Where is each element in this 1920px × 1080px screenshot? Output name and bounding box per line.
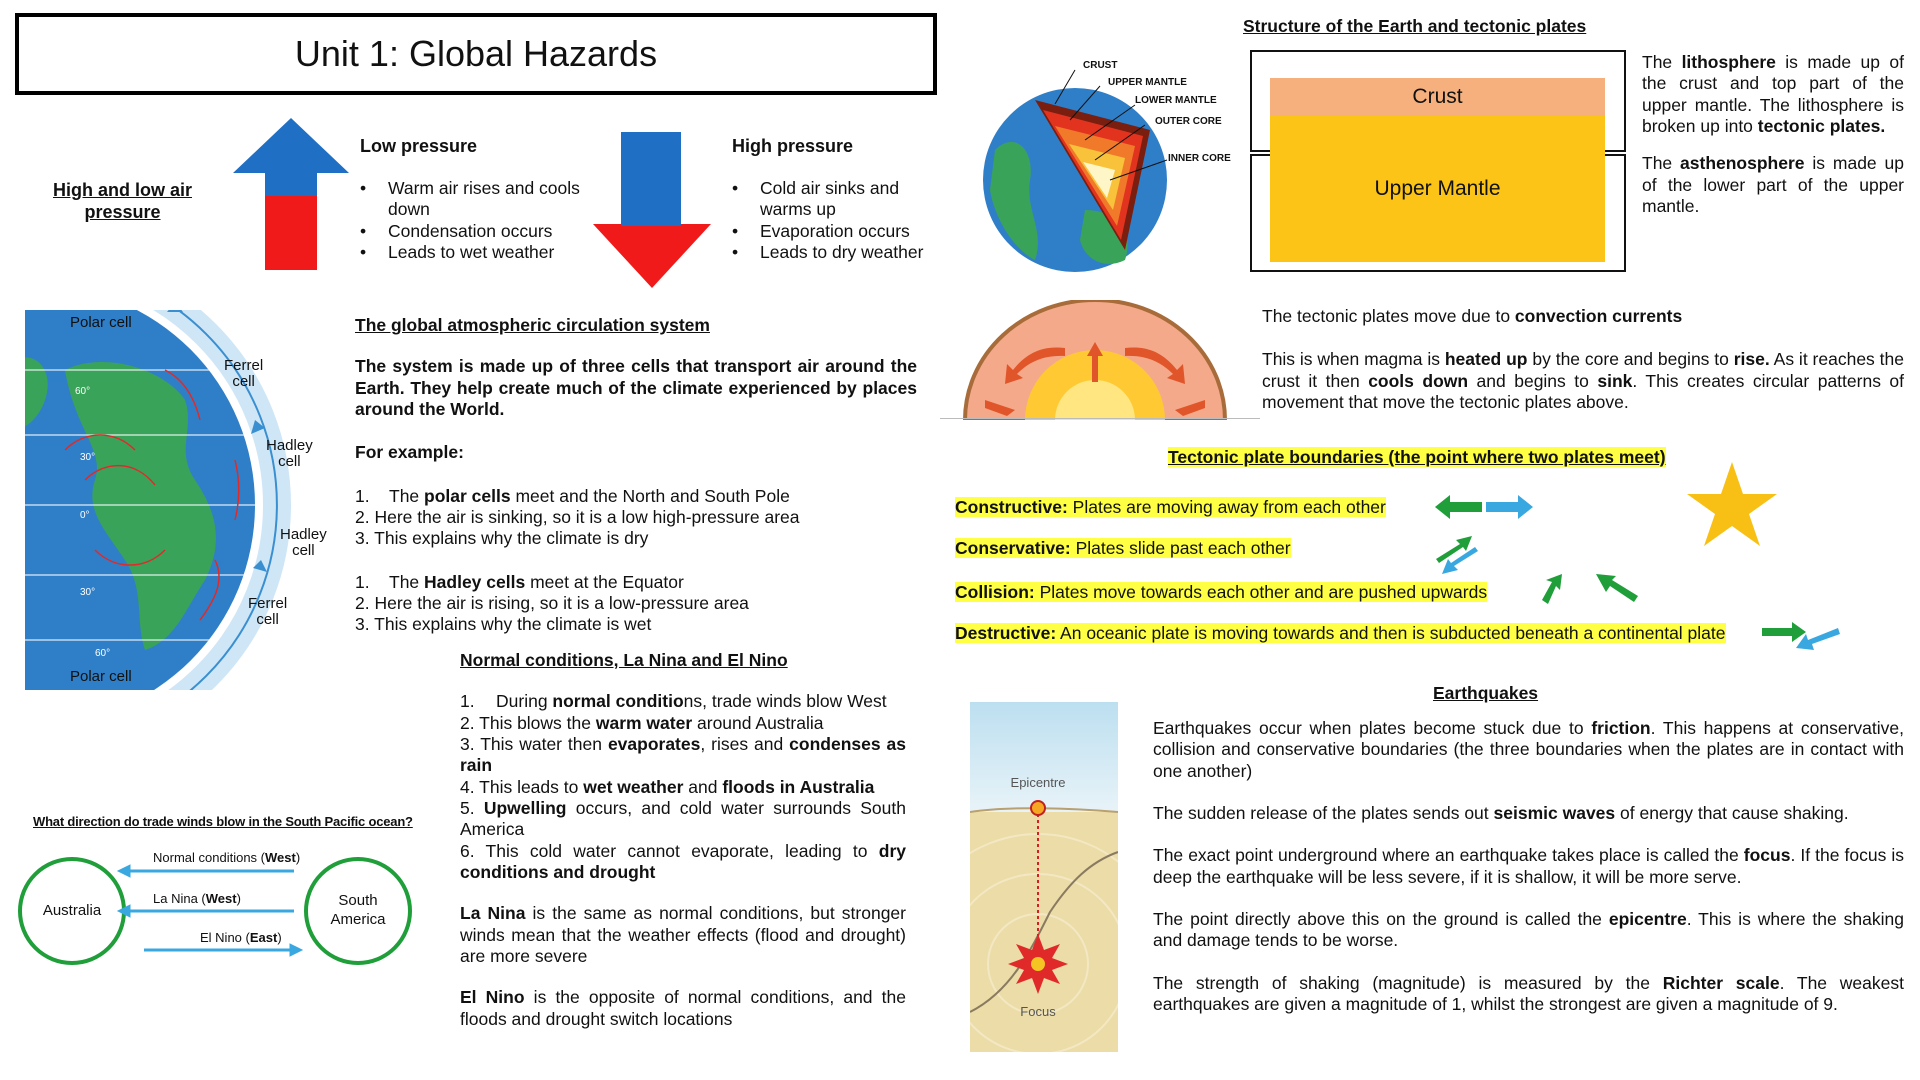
layer-label-lower-mantle: LOWER MANTLE: [1135, 95, 1217, 106]
lat-label-30: 30°: [80, 452, 96, 463]
enso-item-2: 2. This blows the warm water around Australia: [460, 712, 824, 733]
la-nina-label: La Nina (West): [153, 891, 241, 906]
earthquake-diagram: [970, 702, 1118, 1052]
list-item: • Cold air sinks and warms up: [732, 178, 932, 221]
hadley-cell-label-bottom: Hadley cell: [280, 526, 327, 559]
enso-heading: Normal conditions, La Nina and El Nino: [460, 650, 788, 670]
convection-horizon-line: [940, 418, 1260, 419]
south-america-label: South America: [330, 892, 386, 928]
list-item: • Leads to wet weather: [360, 242, 580, 263]
blue-arrow-conservative: [1442, 547, 1478, 574]
high-pressure-title: High pressure: [732, 136, 854, 156]
normal-conditions-label: Normal conditions (West): [153, 850, 301, 865]
circulation-intro: The system is made up of three cells that transport air around the Earth. They help create much of the climate experienced by places around the World.: [355, 356, 917, 420]
lat-label-0: 0°: [80, 510, 90, 521]
trade-winds-question: What direction do trade winds blow in the South Pacific ocean?: [33, 814, 413, 829]
lat-label-60-south: 60°: [95, 648, 111, 659]
boundary-arrows: [1300, 450, 1900, 670]
lithosphere-paragraph: The lithosphere is made up of the crust and top part of the upper mantle. The lithosphere is broken up into tectonic plates.: [1642, 52, 1904, 137]
title-box: [15, 13, 937, 95]
list-item: • Warm air rises and cools down: [360, 178, 580, 221]
green-arrow-left: [1435, 495, 1482, 519]
asthenosphere-paragraph: The asthenosphere is made up of the lower part of the upper mantle.: [1642, 153, 1904, 217]
enso-item-3: 3. This water then evaporates, rises and condenses as rain: [460, 734, 906, 776]
page-title: Unit 1: Global Hazards: [294, 33, 658, 75]
high-pressure-list: [732, 178, 932, 263]
low-pressure-arrow-shaft: [265, 196, 317, 270]
constructive-row: Constructive: Plates are moving away from each other: [955, 497, 1386, 517]
circulation-heading: The global atmospheric circulation system: [355, 315, 710, 335]
earthquakes-paragraph-1: Earthquakes occur when plates become stuck due to friction. This happens at conservative, collision and conservative boundaries (the three boundaries when the plates are in contact with one another): [1153, 718, 1904, 781]
collision-row: Collision: Plates move towards each other and are pushed upwards: [955, 582, 1488, 602]
high-pressure-arrow: [593, 132, 711, 288]
polar-line-3: 3. This explains why the climate is dry: [355, 528, 649, 549]
polar-line-2: 2. Here the air is sinking, so it is a low high-pressure area: [355, 507, 800, 528]
earthquakes-paragraph-5: The strength of shaking (magnitude) is measured by the Richter scale. The weakest earthquakes are given a magnitude of 1, whilst the strongest are given a magnitude of 9.: [1153, 972, 1904, 1015]
el-nino-paragraph: El Nino is the opposite of normal conditions, and the floods and drought switch locations: [460, 987, 906, 1029]
polar-cell-label-bottom: Polar cell: [70, 668, 132, 685]
el-nino-label: El Nino (East): [200, 930, 282, 945]
enso-item-6: 6. This cold water cannot evaporate, leading to dry conditions and drought: [460, 840, 906, 883]
convection-section: [1262, 306, 1904, 413]
star-icon: [1687, 462, 1777, 546]
earthquakes-paragraph-4: The point directly above this on the ground is called the epicentre. This is where the shaking and damage tends to be worse.: [1153, 909, 1904, 951]
lat-label-60: 60°: [75, 386, 91, 397]
constructive-arrows: [1435, 495, 1533, 519]
destructive-row: Destructive: An oceanic plate is moving towards and then is subducted beneath a continental plate: [955, 623, 1726, 643]
crust-label: Crust: [1412, 85, 1463, 109]
list-item: • Leads to dry weather: [732, 242, 932, 263]
lat-label-30-south: 30°: [80, 587, 96, 598]
convection-line-1: The tectonic plates move due to convection currents: [1262, 306, 1683, 326]
hadley-line-2: 2. Here the air is rising, so it is a low-pressure area: [355, 593, 749, 614]
list-item: • Evaporation occurs: [732, 221, 932, 242]
conservative-row: Conservative: Plates slide past each other: [955, 538, 1291, 558]
blue-arrow-right: [1486, 495, 1533, 519]
high-pressure-arrow-shaft: [621, 132, 681, 226]
air-pressure-heading: High and low air pressure: [52, 180, 192, 222]
atmospheric-circulation-diagram: [25, 310, 345, 690]
low-pressure-section: [360, 136, 580, 263]
crust-layer: [1270, 78, 1605, 116]
high-pressure-section: [732, 136, 932, 263]
enso-item-5: 5. Upwelling occurs, and cold water surrounds South America: [460, 798, 906, 840]
enso-item-4: 4. This leads to wet weather and floods in Australia: [460, 776, 875, 797]
boundaries-heading: Tectonic plate boundaries (the point where two plates meet): [1168, 447, 1666, 467]
la-nina-paragraph: La Nina is the same as normal conditions, but stronger winds mean that the weather effects (flood and drought) are more severe: [460, 903, 906, 967]
structure-heading: Structure of the Earth and tectonic plates: [1243, 16, 1587, 36]
low-pressure-list: [360, 178, 580, 263]
earthquakes-paragraph-2: The sudden release of the plates sends out seismic waves of energy that cause shaking.: [1153, 803, 1849, 824]
earthquakes-paragraph-3: The exact point underground where an earthquake takes place is called the focus. If the focus is deep the earthquake will be less severe, if it is shallow, it will be more serve.: [1153, 845, 1905, 887]
low-pressure-arrow: [233, 118, 349, 270]
destructive-arrows: [1762, 622, 1840, 650]
list-item: • Condensation occurs: [360, 221, 580, 242]
low-pressure-arrow-head: [233, 118, 349, 196]
upper-mantle-layer: [1270, 116, 1605, 262]
enso-section: [460, 650, 906, 1030]
green-arrow-conservative: [1436, 536, 1472, 563]
collision-arrows: [1542, 574, 1638, 604]
convection-paragraph: This is when magma is heated up by the core and begins to rise. As it reaches the crust it then cools down and begins to sink. This creates circular patterns of movement that move the tectonic plates above.: [1262, 349, 1905, 413]
layer-label-outer-core: OUTER CORE: [1155, 116, 1222, 127]
polar-cell-label-top: Polar cell: [70, 314, 132, 331]
convection-currents-diagram: [945, 300, 1245, 420]
epicentre-marker: [1031, 801, 1045, 815]
ferrel-cell-label-top: Ferrel cell: [224, 357, 264, 390]
high-pressure-arrow-head: [593, 224, 711, 288]
layer-label-upper-mantle: UPPER MANTLE: [1108, 77, 1187, 88]
green-arrow-destructive: [1762, 622, 1806, 642]
enso-item-1: 1. During normal conditions, trade winds blow West: [460, 691, 887, 712]
australia-label: Australia: [42, 902, 102, 919]
green-arrow-collision-left: [1542, 574, 1562, 604]
layer-label-inner-core: INNER CORE: [1168, 153, 1231, 164]
conservative-arrows: [1436, 536, 1478, 574]
hadley-cell-label-top: Hadley cell: [266, 437, 313, 470]
earthquakes-heading: Earthquakes: [1433, 683, 1539, 703]
layer-label-crust: CRUST: [1083, 60, 1118, 71]
low-pressure-title: Low pressure: [360, 136, 478, 156]
earth-layers-diagram: [975, 60, 1235, 285]
green-arrow-collision-right: [1596, 574, 1638, 602]
lithosphere-text: [1642, 52, 1904, 217]
focus-label: Focus: [1020, 1004, 1056, 1019]
upper-mantle-label: Upper Mantle: [1374, 177, 1501, 200]
earthquakes-section: [1153, 718, 1904, 1015]
hadley-line-3: 3. This explains why the climate is wet: [355, 614, 652, 635]
for-example-label: For example:: [355, 442, 464, 463]
circulation-section: [355, 315, 917, 636]
sky: [970, 702, 1118, 812]
ferrel-cell-label-bottom: Ferrel cell: [248, 595, 288, 628]
polar-line-1: 1. The polar cells meet and the North and South Pole: [355, 485, 790, 506]
epicentre-label: Epicentre: [1010, 775, 1066, 790]
hadley-line-1: 1. The Hadley cells meet at the Equator: [355, 571, 684, 592]
